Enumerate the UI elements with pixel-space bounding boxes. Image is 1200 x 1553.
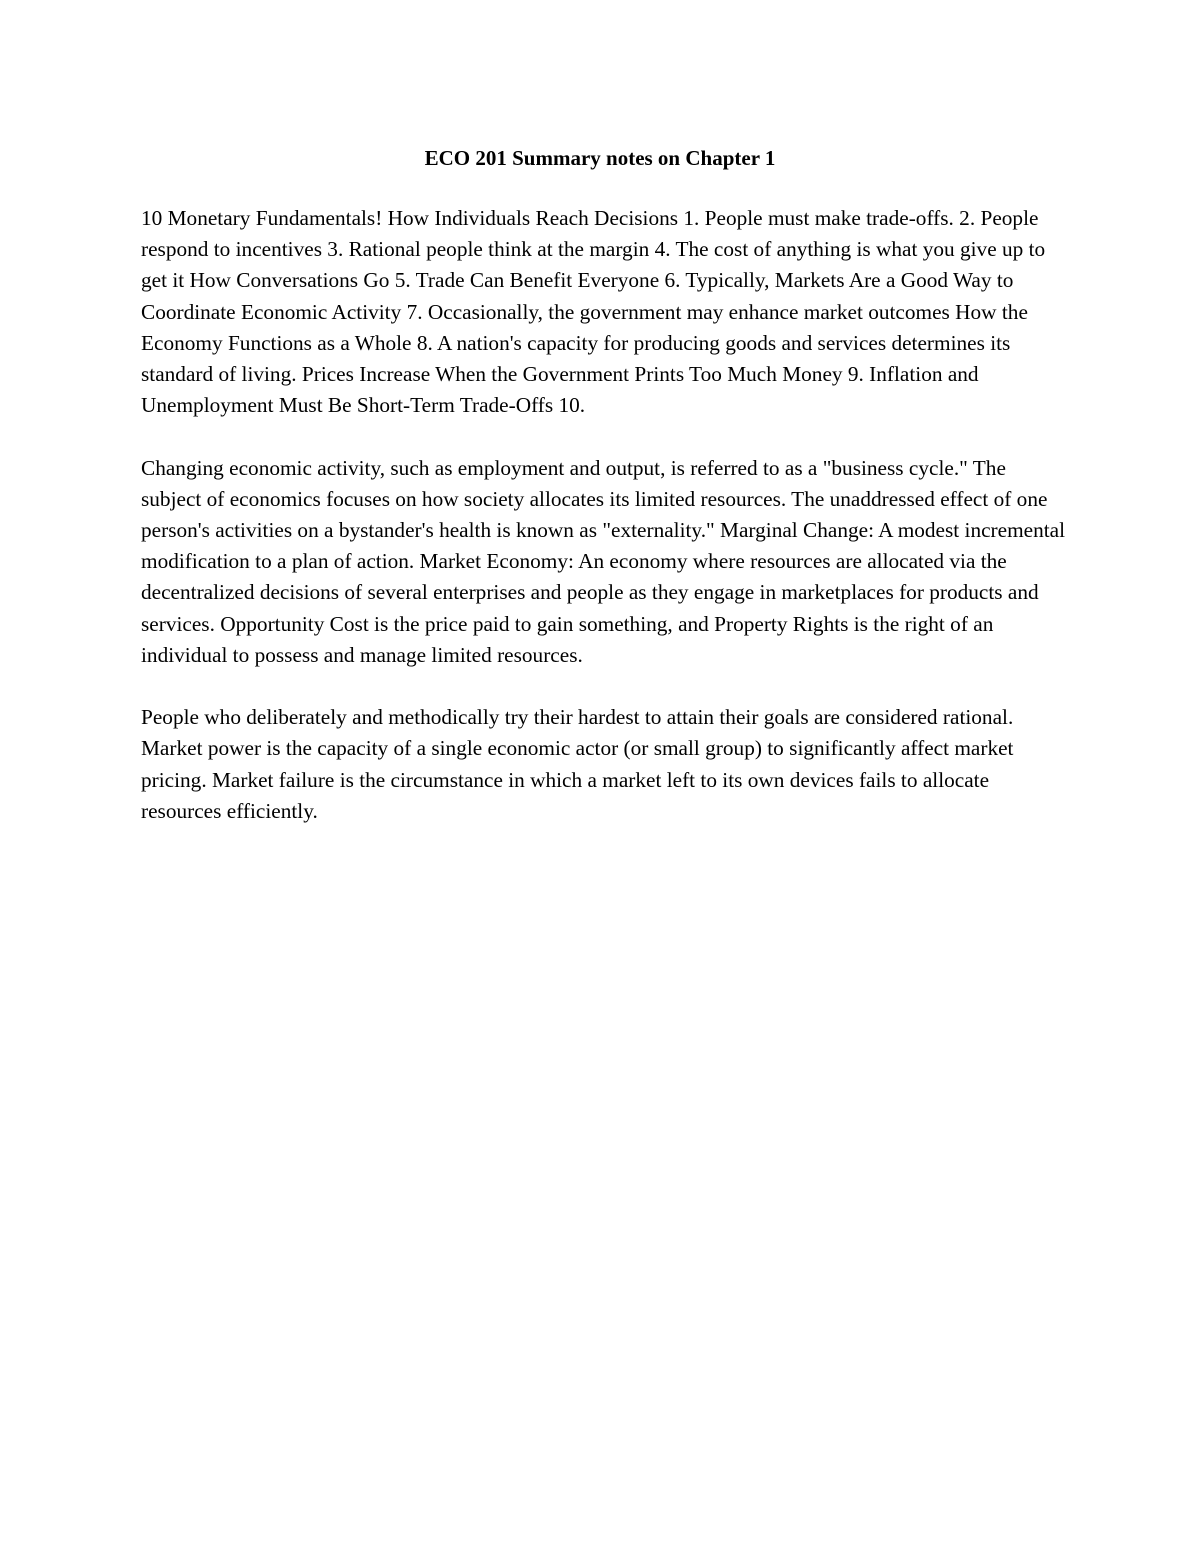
- paragraph-definitions: Changing economic activity, such as employment and output, is referred to as a "business cycle." The subject of economics focuses on how society allocates its limited resources. The unaddressed effect of one person's activities on a bystander's health is known as "externality." Marginal Change: A modest incremental modification to a plan of action. Market Economy: An economy where resources are allocated via the decentralized decisions of several enterprises and people as they engage in marketplaces for products and services. Opportunity Cost is the price paid to gain something, and Property Rights is the right of an individual to possess and manage limited resources.: [141, 455, 1066, 667]
- paragraph-fundamentals: 10 Monetary Fundamentals! How Individuals Reach Decisions 1. People must make trade-offs. 2. People respond to incentives 3. Rational people think at the margin 4. The cost of anything is what you give up to get it How Conversations Go 5. Trade Can Benefit Everyone 6. Typically, Markets Are a Good Way to Coordinate Economic Activity 7. Occasionally, the government may enhance market outcomes How the Economy Functions as a Whole 8. A nation's capacity for producing goods and services determines its standard of living. Prices Increase When the Government Prints Too Much Money 9. Inflation and Unemployment Must Be Short-Term Trade-Offs 10.: [141, 206, 1046, 418]
- document-body: [141, 203, 1066, 858]
- page-title: ECO 201 Summary notes on Chapter 1: [424, 146, 776, 170]
- paragraph-market-concepts: People who deliberately and methodically try their hardest to attain their goals are considered rational. Market power is the capacity of a single economic actor (or small group) to significantly affect market pricing. Market failure is the circumstance in which a market left to its own devices fails to allocate resources efficiently.: [141, 705, 1014, 823]
